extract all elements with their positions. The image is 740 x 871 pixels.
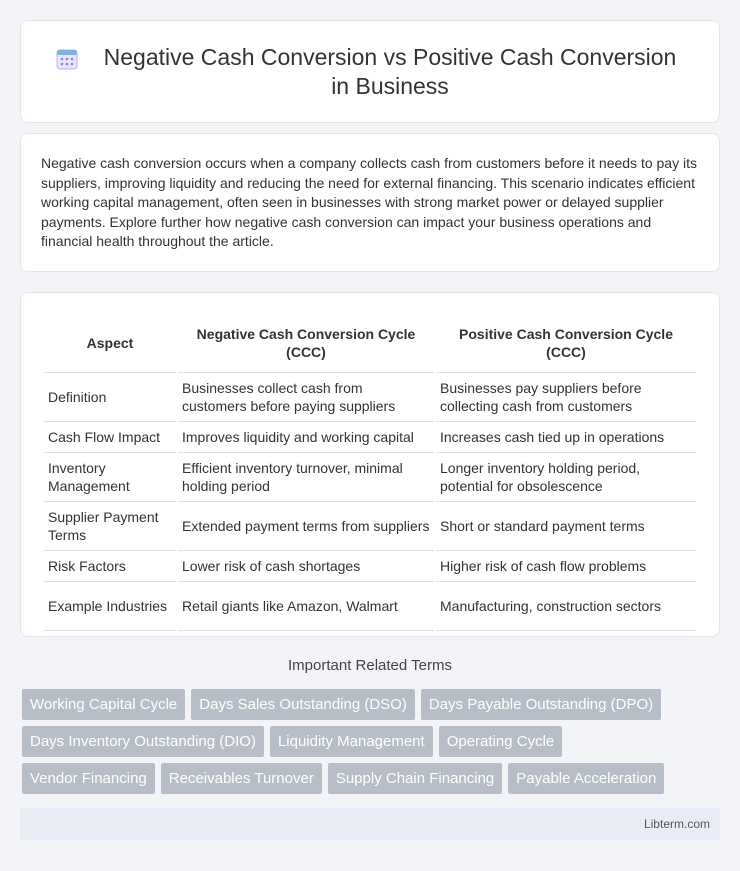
table-cell: Example Industries (44, 582, 176, 631)
table-cell: Manufacturing, construction sectors (436, 582, 696, 631)
tag-supply-chain-financing[interactable]: Supply Chain Financing (328, 763, 502, 794)
tag-payable-acceleration[interactable]: Payable Acceleration (508, 763, 664, 794)
header-aspect: Aspect (44, 313, 176, 373)
table-cell: Longer inventory holding period, potential for obsolescence (436, 453, 696, 502)
table-cell: Cash Flow Impact (44, 422, 176, 453)
tag-dso[interactable]: Days Sales Outstanding (DSO) (191, 689, 415, 720)
tag-dio[interactable]: Days Inventory Outstanding (DIO) (22, 726, 264, 757)
tag-row (22, 763, 722, 794)
table-header-row (44, 313, 696, 373)
table-row (44, 582, 696, 631)
table-cell: Supplier Payment Terms (44, 502, 176, 551)
table-cell: Increases cash tied up in operations (436, 422, 696, 453)
table-cell: Definition (44, 373, 176, 422)
table-cell: Lower risk of cash shortages (178, 551, 434, 582)
comparison-table (42, 313, 698, 631)
tag-dpo[interactable]: Days Payable Outstanding (DPO) (421, 689, 661, 720)
table-cell: Efficient inventory turnover, minimal holding period (178, 453, 434, 502)
table-cell: Risk Factors (44, 551, 176, 582)
table-cell: Retail giants like Amazon, Walmart (178, 582, 434, 631)
tag-row (22, 689, 722, 720)
table-row (44, 453, 696, 502)
tag-row (22, 726, 722, 757)
table-cell: Short or standard payment terms (436, 502, 696, 551)
tag-operating-cycle[interactable]: Operating Cycle (439, 726, 563, 757)
related-terms-title: Important Related Terms (288, 657, 452, 674)
page-title: Negative Cash Conversion vs Positive Cash Conversion in Business (103, 44, 677, 99)
description-card (20, 133, 720, 272)
comparison-table-card (20, 292, 720, 637)
related-terms-tags (22, 689, 722, 800)
title-card (20, 20, 720, 123)
tag-liquidity-management[interactable]: Liquidity Management (270, 726, 433, 757)
footer-brand-link[interactable]: Libterm.com (643, 817, 710, 831)
table-row (44, 551, 696, 582)
table-cell: Businesses pay suppliers before collecting cash from customers (436, 373, 696, 422)
table-cell: Improves liquidity and working capital (178, 422, 434, 453)
tag-working-capital-cycle[interactable]: Working Capital Cycle (22, 689, 185, 720)
description-text: Negative cash conversion occurs when a company collects cash from customers before it needs to pay its suppliers, improving liquidity and reducing the need for external financing. This scenario indicates efficient working capital management, often seen in businesses with strong market power or delayed supplier payments. Explore further how negative cash conversion can impact your business operations and financial health throughout the article. (41, 155, 697, 250)
table-row (44, 502, 696, 551)
table-cell: Extended payment terms from suppliers (178, 502, 434, 551)
table-cell: Inventory Management (44, 453, 176, 502)
table-cell: Businesses collect cash from customers before paying suppliers (178, 373, 434, 422)
table-row (44, 373, 696, 422)
table-cell: Higher risk of cash flow problems (436, 551, 696, 582)
table-row (44, 422, 696, 453)
tag-vendor-financing[interactable]: Vendor Financing (22, 763, 155, 794)
footer (20, 808, 720, 840)
header-positive-ccc: Positive Cash Conversion Cycle (CCC) (436, 313, 696, 373)
header-negative-ccc: Negative Cash Conversion Cycle (CCC) (178, 313, 434, 373)
tag-receivables-turnover[interactable]: Receivables Turnover (161, 763, 322, 794)
